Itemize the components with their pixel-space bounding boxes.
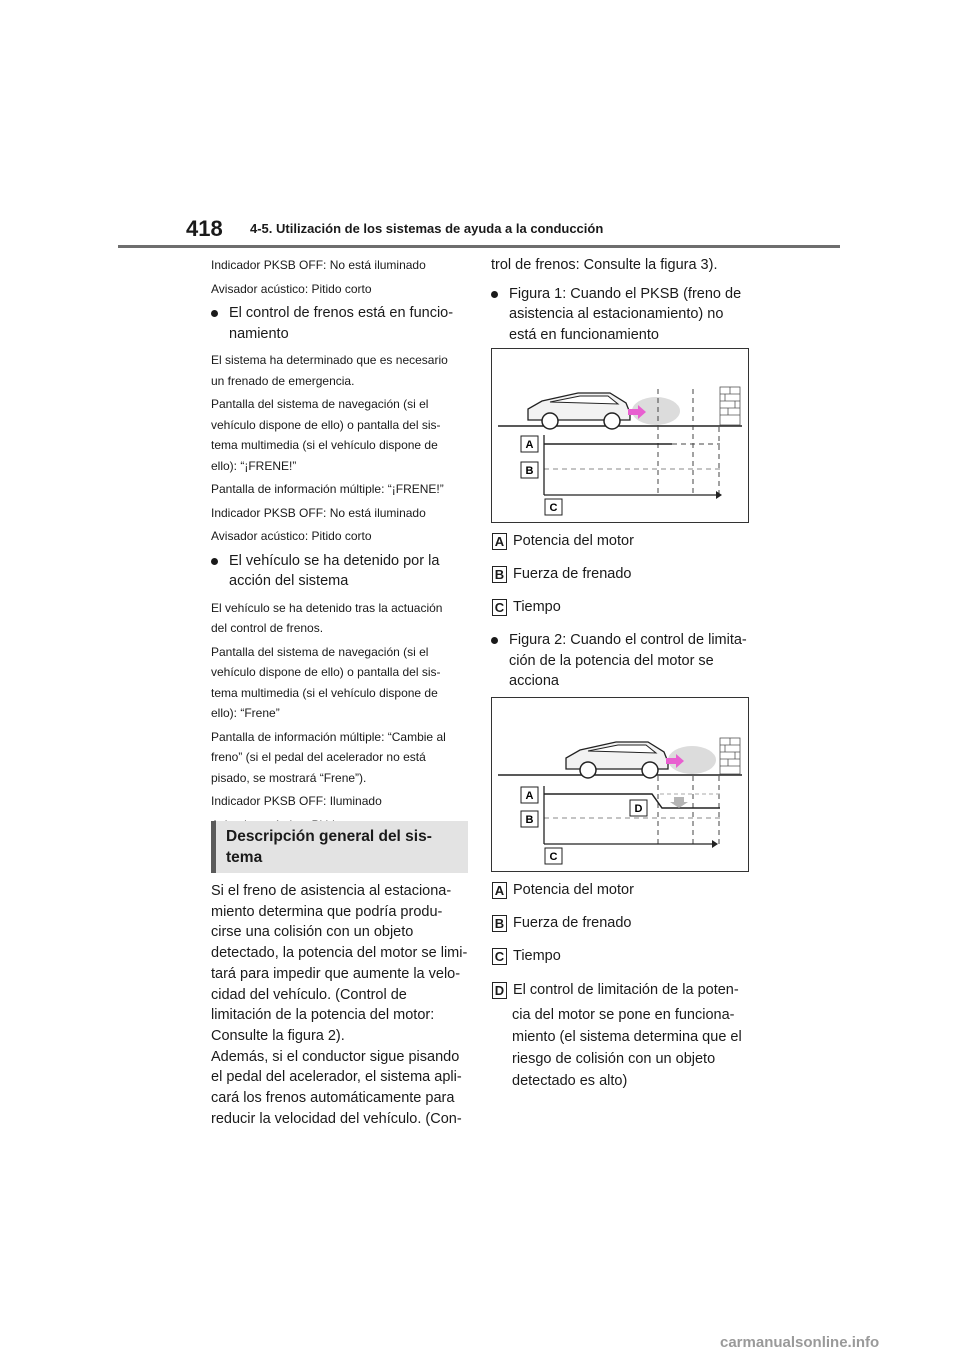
header-rule [118,245,840,248]
bullet-icon [491,291,498,298]
bullet-icon [211,310,218,317]
section-heading: Descripción general del sis- tema [211,821,468,873]
legend-item: C Tiempo [492,599,561,616]
watermark: carmanualsonline.info [720,1334,880,1351]
car-icon [528,393,630,429]
paragraph: Pantalla del sistema de navegación (si el vehículo dispone de ello) o pantalla del sis- tema multimedia (si el vehículo dispone de ello): “Frene” [211,644,441,720]
wall-icon [720,387,740,425]
figure-1-diagram [492,349,748,522]
left-column [211,255,469,838]
svg-text:B: B [525,465,534,477]
paragraph: El sistema ha determinado que es necesario un frenado de emergencia. [211,353,448,388]
svg-text:D: D [634,803,643,815]
body-text: Si el freno de asistencia al estaciona- miento determina que podría produ- cirse una colisión con un objeto detectado, la potencia del motor se limi- tará para impedir que aumente la velo- cidad del vehículo. (Control de limitación de la potencia del motor: Consulte la figura 2). Además, si el conductor sigue pisando el pedal del acelerador, el sistema apli- cará los frenos automáticamente para reducir la velocidad del vehículo. (Con- [211,883,468,1127]
bullet-icon [211,558,218,565]
legend-item: B Fuerza de frenado [492,915,632,932]
car-icon [566,742,668,778]
legend-item: C Tiempo [492,948,561,965]
figure-2-diagram [492,698,748,871]
svg-text:C: C [549,851,558,863]
paragraph: Pantalla de información múltiple: “¡FRENE!” [211,482,444,496]
legend-d-description: cia del motor se pone en funciona- miento (el sistema determina que el riesgo de colisión con un objeto detectado es alto) [512,1007,742,1089]
bullet-item: El vehículo se ha detenido por la acción del sistema [211,551,469,592]
paragraph: Indicador PKSB OFF: No está iluminado [211,505,426,520]
svg-text:A: A [525,790,534,802]
legend-item: A Potencia del motor [492,533,634,550]
paragraph: Indicador PKSB OFF: Iluminado [211,794,382,808]
right-column-mid [491,626,751,698]
right-column-top [491,255,751,351]
bullet-item: El control de frenos está en funcio- namiento [211,303,469,344]
paragraph: trol de frenos: Consulte la figura 3). [491,257,718,273]
legend-item: D El control de limitación de la poten- [492,982,739,999]
svg-text:B: B [525,814,534,826]
paragraph: Avisador acústico: Pitido corto [211,281,372,296]
svg-text:C: C [549,502,558,514]
bullet-item: Figura 2: Cuando el control de limita- ción de la potencia del motor se acciona [491,630,751,692]
figure-1 [491,348,749,523]
paragraph: Indicador PKSB OFF: No está iluminado [211,258,426,272]
legend-item: B Fuerza de frenado [492,566,632,583]
svg-text:A: A [525,439,534,451]
page-number: 418 [186,216,223,241]
bullet-icon [491,637,498,644]
legend-item: A Potencia del motor [492,882,634,899]
section-title: 4-5. Utilización de los sistemas de ayuda a la conducción [250,221,604,236]
wall-icon [720,738,740,774]
figure-2 [491,697,749,872]
paragraph: Pantalla del sistema de navegación (si el vehículo dispone de ello) o pantalla del sis- tema multimedia (si el vehículo dispone de ello): “¡FRENE!” [211,397,441,473]
bullet-item: Figura 1: Cuando el PKSB (freno de asistencia al estacionamiento) no está en funcionamiento [491,284,751,346]
paragraph: Pantalla de información múltiple: “Cambie al freno” (si el pedal del acelerador no está pisado, se mostrará “Frene”). [211,729,446,785]
paragraph: Avisador acústico: Pitido corto [211,529,372,543]
paragraph: El vehículo se ha detenido tras la actuación del control de frenos. [211,600,443,635]
